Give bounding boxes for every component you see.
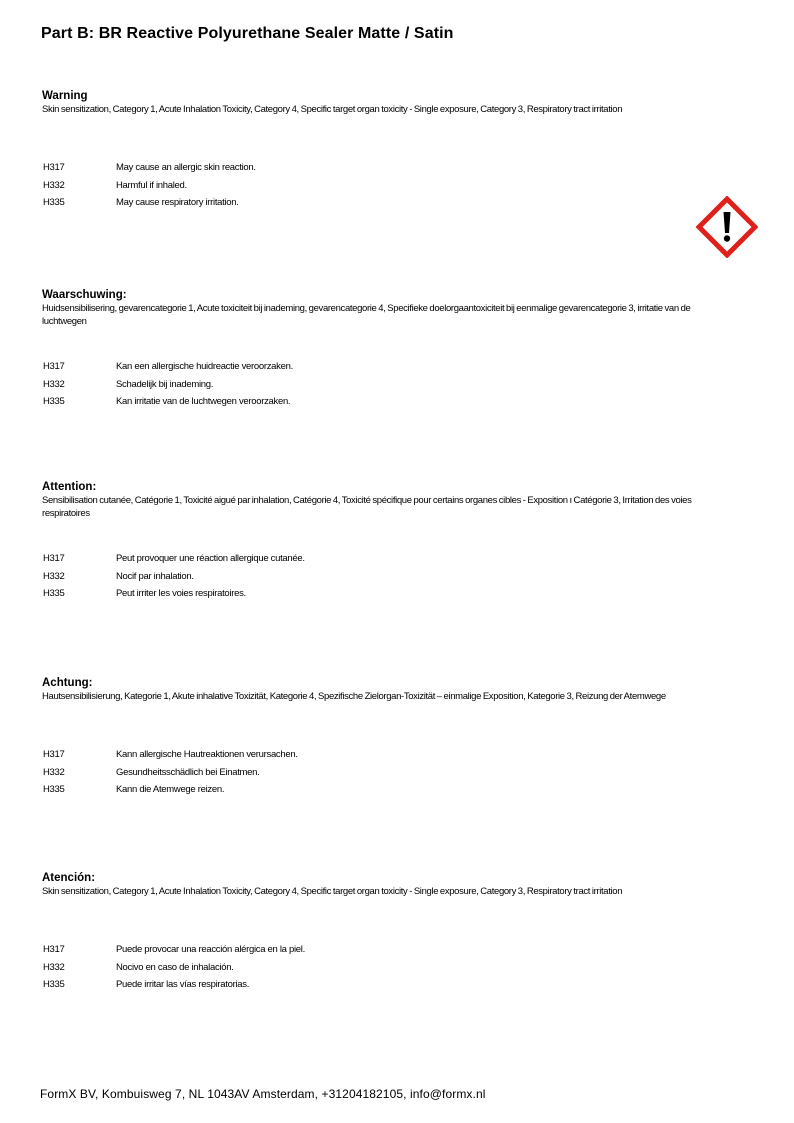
h-text: May cause respiratory irritation. xyxy=(116,197,239,208)
h-text: May cause an allergic skin reaction. xyxy=(116,162,256,173)
signal-word: Achtung: xyxy=(42,677,93,689)
h-code: H332 xyxy=(43,179,65,191)
h-text: Peut irriter les voies respiratoires. xyxy=(116,588,246,599)
h-code: H335 xyxy=(43,784,65,795)
hazard-section-nl xyxy=(42,288,747,407)
hazard-section-en xyxy=(42,89,747,208)
h-text: Kan irritatie van de luchtwegen veroorzaken. xyxy=(116,396,291,407)
h-code: H317 xyxy=(43,749,65,760)
h-code: H335 xyxy=(43,396,65,407)
signal-word: Warning xyxy=(42,90,88,102)
signal-word: Atención: xyxy=(42,872,96,884)
hazard-section-es xyxy=(42,871,747,990)
hazard-classification: Hautsensibilisierung, Kategorie 1, Akute inhalative Toxizität, Kategorie 4, Spezifische Zielorgan-Toxizität – einmalige Exposition, Kategorie 3, Reizung der Atemwege xyxy=(42,691,666,702)
ghs-exclamation-mark-icon xyxy=(696,196,758,258)
h-text: Harmful if inhaled. xyxy=(116,179,187,191)
h-code: H332 xyxy=(43,766,65,778)
h-code: H332 xyxy=(43,378,65,390)
h-text: Nocif par inhalation. xyxy=(116,570,194,582)
hazard-classification: Skin sensitization, Category 1, Acute Inhalation Toxicity, Category 4, Specific target organ toxicity - Single exposure, Category 3, Respiratory tract irritation xyxy=(42,104,623,115)
hazard-classification: Huidsensibilisering, gevarencategorie 1, Acute toxiciteit bij inademing, gevarencategorie 4, Specifieke doelorgaantoxiciteit bij eenmalige gevarencategorie 3, irritatie van de luchtwegen xyxy=(42,303,691,327)
h-text: Puede irritar las vías respiratorias. xyxy=(116,979,250,990)
h-code: H317 xyxy=(43,361,65,372)
hazard-section-fr xyxy=(42,480,747,599)
h-text: Schadelijk bij inademing. xyxy=(116,378,214,390)
h-text: Kan een allergische huidreactie veroorzaken. xyxy=(116,361,293,372)
hazard-classification: Skin sensitization, Category 1, Acute Inhalation Toxicity, Category 4, Specific target organ toxicity - Single exposure, Category 3, Respiratory tract irritation xyxy=(42,886,623,897)
h-text: Gesundheitsschädlich bei Einatmen. xyxy=(116,766,260,778)
hazard-section-de xyxy=(42,676,747,795)
h-code: H317 xyxy=(43,553,65,564)
h-code: H317 xyxy=(43,944,65,955)
signal-word: Waarschuwing: xyxy=(42,289,127,301)
h-text: Kann die Atemwege reizen. xyxy=(116,784,225,795)
h-code: H335 xyxy=(43,979,65,990)
h-code: H317 xyxy=(43,162,65,173)
h-code: H332 xyxy=(43,961,65,973)
hazard-classification: Sensibilisation cutanée, Catégorie 1, Toxicité aigué par inhalation, Catégorie 4, Toxicité spécifique pour certains organes cibles - Exposition ı Catégorie 3, Irritation des voies respiratoires xyxy=(42,495,692,519)
h-code: H335 xyxy=(43,197,65,208)
company-footer: FormX BV, Kombuisweg 7, NL 1043AV Amsterdam, +31204182105, info@formx.nl xyxy=(40,1087,486,1101)
signal-word: Attention: xyxy=(42,481,97,493)
h-text: Nocivo en caso de inhalación. xyxy=(116,961,234,973)
h-text: Puede provocar una reacción alérgica en la piel. xyxy=(116,944,305,955)
h-code: H335 xyxy=(43,588,65,599)
h-text: Kann allergische Hautreaktionen verursachen. xyxy=(116,749,298,760)
h-code: H332 xyxy=(43,570,65,582)
exclamation-dot xyxy=(724,235,730,241)
document-title: Part B: BR Reactive Polyurethane Sealer Matte / Satin xyxy=(41,25,454,42)
h-text: Peut provoquer une réaction allergique cutanée. xyxy=(116,553,305,564)
